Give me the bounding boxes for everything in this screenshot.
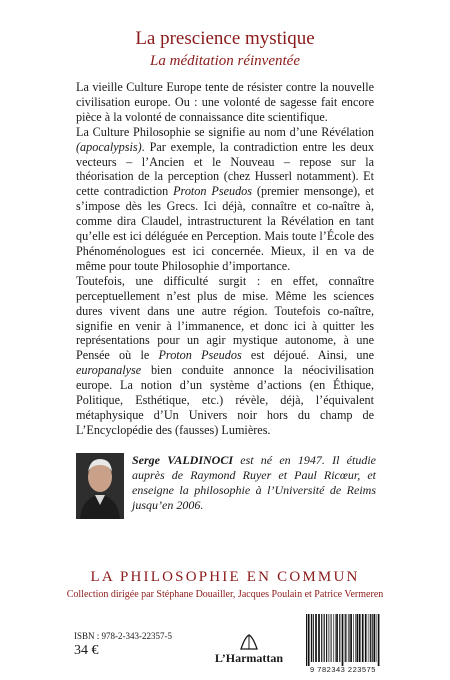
barcode-bar bbox=[329, 614, 330, 662]
text-run: bien conduite annonce la néocivilisation europe. La notion d’un système d’actions (en Éthique, Politique, Esthétique, etc.) révèle, déjà, l’équivalent métaphysique d’Un Univers noir hors du champ de L’Encyclopédie des (fausses) Lumières. bbox=[76, 363, 374, 437]
barcode-bar bbox=[330, 614, 331, 662]
barcode-bar bbox=[345, 614, 346, 662]
barcode-digits: 9 782343 223575 bbox=[310, 665, 376, 674]
italic-phrase: europanalyse bbox=[76, 363, 142, 378]
barcode-bar bbox=[356, 614, 358, 662]
barcode-bar bbox=[335, 614, 336, 662]
barcode-bar bbox=[376, 614, 377, 662]
author-bio-text: est né en 1947. Il étudie auprès de Raymond Ruyer et Paul Ricœur, et enseigne la philosophie à l’Université de Reims jusqu’en 2006. bbox=[132, 453, 376, 512]
barcode-bar bbox=[339, 614, 340, 662]
title-block bbox=[0, 28, 450, 71]
book-title: La prescience mystique bbox=[135, 28, 315, 49]
book-subtitle: La méditation réinventée bbox=[150, 53, 300, 69]
barcode-bar bbox=[372, 614, 373, 662]
price-label: 34 € bbox=[74, 643, 99, 658]
text-run: (premier mensonge), et s’impose dès les Grecs. Ici déjà, connaître et co-naître à, comme dira Claudel, intrastructurent la Révélation en tant qu’elle est ici déléguée en Perception. Mais toute l’École des Phénoménologues est ici concernée. Mieux, il en va de même pour toute Philosophie d’importance. bbox=[76, 184, 374, 273]
collection-title: LA PHILOSOPHIE EN COMMUN bbox=[90, 569, 360, 585]
blurb-paragraph bbox=[76, 80, 374, 125]
barcode-bar bbox=[348, 614, 349, 662]
author-photo bbox=[76, 453, 124, 519]
collection-subtitle: Collection dirigée par Stéphane Douailler, Jacques Poulain et Patrice Vermeren bbox=[66, 589, 384, 600]
italic-phrase: (apocalypsis) bbox=[76, 139, 142, 154]
barcode-bar bbox=[368, 614, 369, 662]
barcode-bar bbox=[347, 614, 348, 662]
barcode-bar bbox=[321, 614, 322, 662]
italic-phrase: Proton Pseudos bbox=[173, 184, 253, 199]
barcode-bar bbox=[365, 614, 367, 662]
collection-block bbox=[0, 568, 450, 601]
barcode-bar bbox=[370, 614, 371, 662]
italic-phrase: Proton Pseudos bbox=[158, 348, 242, 363]
blurb-paragraph bbox=[76, 274, 374, 438]
publisher-mark-icon bbox=[239, 633, 259, 651]
barcode-bar bbox=[373, 614, 375, 662]
author-bio bbox=[132, 453, 376, 513]
text-run: Toutefois, une difficulté surgit : en effet, connaître perceptuellement n’est plus de mise. Même les sciences dures vivent dans une autre région. Toutefois co-naître, signifie en venir à l’immanence, et donc ici à quitter les représentations pour un agir mystique autonome, à une Pensée où le bbox=[76, 273, 374, 363]
barcode bbox=[304, 614, 382, 676]
barcode-bar bbox=[318, 614, 320, 662]
text-run: . Par exemple, la contradiction entre les deux vecteurs – l’Ancien et le Nouveau – repose sur la théorisation de la perception (chez Husserl notamment). Et cette contradiction bbox=[76, 139, 374, 199]
publisher-logo bbox=[204, 633, 294, 665]
barcode-bar bbox=[315, 614, 317, 662]
barcode-bar bbox=[308, 614, 310, 666]
barcode-bars bbox=[304, 614, 382, 666]
blurb-paragraph bbox=[76, 125, 374, 274]
barcode-bar bbox=[311, 614, 312, 662]
barcode-bar bbox=[378, 614, 380, 666]
text-run: est déjoué. Ainsi, une bbox=[241, 348, 374, 363]
publisher-name: L’Harmattan bbox=[214, 651, 284, 665]
barcode-bar bbox=[355, 614, 356, 662]
barcode-bar bbox=[326, 614, 327, 662]
text-run: La Culture Philosophie se signifie au nom d’une Révélation bbox=[76, 124, 374, 139]
barcode-bar bbox=[336, 614, 338, 662]
text-run: La vieille Culture Europe tente de résister contre la nouvelle civilisation europe. Ou : une volonté de sagesse fait encore pièce à la volonté de connaissance dite scientifique. bbox=[76, 80, 374, 124]
author-name: Serge VALDINOCI bbox=[132, 453, 234, 467]
blurb-text bbox=[76, 80, 374, 438]
barcode-bar bbox=[306, 614, 307, 666]
barcode-bar bbox=[353, 614, 354, 662]
barcode-bar bbox=[362, 614, 364, 662]
author-block bbox=[76, 453, 376, 533]
barcode-bar bbox=[342, 614, 344, 666]
barcode-bar bbox=[313, 614, 314, 662]
barcode-bar bbox=[324, 614, 325, 662]
barcode-bar bbox=[331, 614, 332, 662]
barcode-bar bbox=[350, 614, 352, 662]
barcode-bar bbox=[359, 614, 361, 662]
isbn-label: ISBN : 978-2-343-22357-5 bbox=[74, 631, 172, 641]
barcode-bar bbox=[333, 614, 334, 662]
